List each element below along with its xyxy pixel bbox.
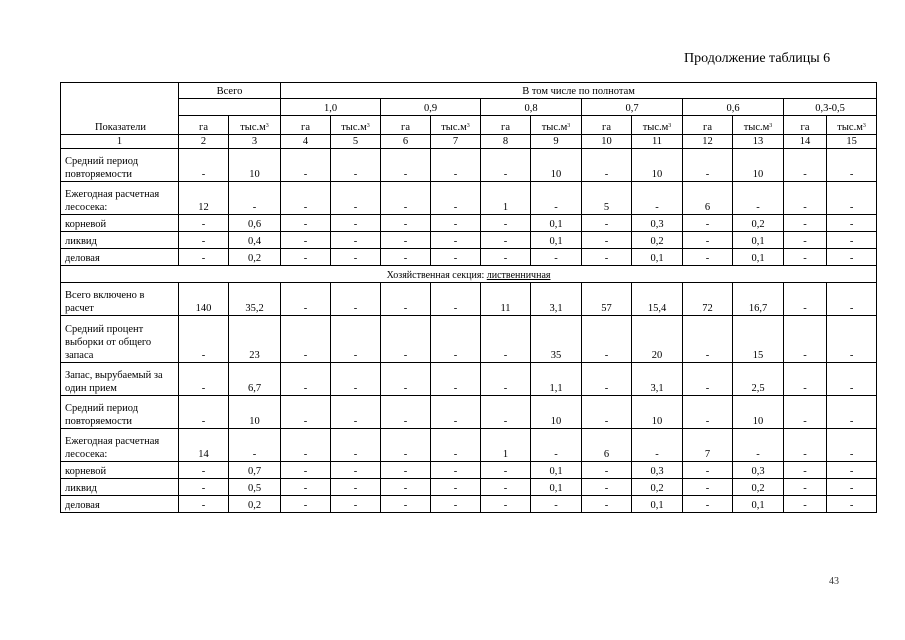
table-cell: - — [331, 363, 381, 396]
table-cell: - — [582, 232, 632, 249]
density-header: 1,0 — [281, 99, 381, 116]
table-cell: 0,2 — [632, 232, 683, 249]
table-cell: 10 — [229, 149, 281, 182]
row-label: ликвид — [61, 232, 179, 249]
table-cell: - — [683, 363, 733, 396]
table-cell: - — [331, 182, 381, 215]
table-cell: - — [331, 462, 381, 479]
table-cell: - — [582, 149, 632, 182]
table-cell: - — [431, 182, 481, 215]
table-cell: - — [827, 249, 877, 266]
table-cell: - — [784, 429, 827, 462]
table-row — [61, 232, 877, 249]
table-cell: - — [431, 496, 481, 513]
table-cell: 0,5 — [229, 479, 281, 496]
table-cell: - — [683, 232, 733, 249]
unit-ha-header: га — [582, 116, 632, 135]
table-cell: - — [431, 363, 481, 396]
total-header: Всего — [179, 83, 281, 99]
table-cell: - — [481, 232, 531, 249]
table-cell: 1 — [481, 182, 531, 215]
column-number: 15 — [827, 135, 877, 149]
table-cell: 0,7 — [229, 462, 281, 479]
table-cell: - — [582, 479, 632, 496]
unit-volume-header: $тыс.м^3$ — [632, 116, 683, 135]
table-cell: - — [331, 496, 381, 513]
table-cell: - — [381, 429, 431, 462]
table-cell: - — [531, 182, 582, 215]
density-header: 0,8 — [481, 99, 582, 116]
unit-volume-header: $тыс.м^3$ — [431, 116, 481, 135]
table-cell: 0,1 — [733, 496, 784, 513]
table-cell: - — [582, 396, 632, 429]
table-cell: 16,7 — [733, 283, 784, 316]
column-number: 2 — [179, 135, 229, 149]
table-cell: - — [381, 215, 431, 232]
table-cell: - — [582, 363, 632, 396]
table-cell: - — [431, 283, 481, 316]
unit-ha-header: га — [179, 116, 229, 135]
row-label: ликвид — [61, 479, 179, 496]
column-number: 4 — [281, 135, 331, 149]
table-cell: - — [381, 283, 431, 316]
column-number: 14 — [784, 135, 827, 149]
table-cell: - — [827, 462, 877, 479]
table-cell: - — [179, 149, 229, 182]
table-cell: - — [331, 429, 381, 462]
table-cell: - — [683, 215, 733, 232]
table-cell: 0,1 — [531, 462, 582, 479]
table-cell: - — [531, 429, 582, 462]
column-number: 1 — [61, 135, 179, 149]
table-row — [61, 149, 877, 182]
table-cell: - — [582, 462, 632, 479]
unit-ha-header: га — [281, 116, 331, 135]
table-row — [61, 462, 877, 479]
table-cell: - — [381, 496, 431, 513]
table-cell: - — [481, 496, 531, 513]
table-cell: - — [827, 283, 877, 316]
table-cell: - — [481, 462, 531, 479]
table-cell: - — [381, 249, 431, 266]
table-row — [61, 363, 877, 396]
table-cell: 15 — [733, 316, 784, 363]
row-label: Ежегодная расчетная лесосека: — [61, 182, 179, 215]
table-cell: - — [179, 462, 229, 479]
table-cell: - — [331, 396, 381, 429]
table-cell: 6,7 — [229, 363, 281, 396]
table-cell: 5 — [582, 182, 632, 215]
table-cell: 0,6 — [229, 215, 281, 232]
density-header: 0,7 — [582, 99, 683, 116]
including-header: В том числе по полнотам — [281, 83, 877, 99]
table-cell: 3,1 — [531, 283, 582, 316]
table-cell: - — [431, 249, 481, 266]
row-label: корневой — [61, 215, 179, 232]
table-cell: - — [683, 479, 733, 496]
table-cell: - — [381, 363, 431, 396]
table-cell: 6 — [582, 429, 632, 462]
table-cell: - — [431, 479, 481, 496]
table-cell: 10 — [632, 149, 683, 182]
table-cell: - — [683, 249, 733, 266]
table-cell: 57 — [582, 283, 632, 316]
table-cell: - — [281, 429, 331, 462]
table-cell: - — [281, 363, 331, 396]
section-name: лиственничная — [486, 270, 551, 281]
table-cell: - — [281, 249, 331, 266]
table-cell: - — [331, 249, 381, 266]
table-cell: - — [733, 429, 784, 462]
table-cell: - — [827, 479, 877, 496]
table-cell: 72 — [683, 283, 733, 316]
table-cell: 140 — [179, 283, 229, 316]
table-cell: 0,1 — [733, 232, 784, 249]
table-cell: 1,1 — [531, 363, 582, 396]
column-number: 10 — [582, 135, 632, 149]
table-cell: - — [381, 479, 431, 496]
table-cell: - — [229, 429, 281, 462]
table-cell: - — [431, 232, 481, 249]
table-row — [61, 429, 877, 462]
table-row — [61, 479, 877, 496]
column-number: 6 — [381, 135, 431, 149]
table-cell: - — [683, 396, 733, 429]
table-cell: - — [827, 396, 877, 429]
table-cell: - — [481, 249, 531, 266]
density-header: 0,9 — [381, 99, 481, 116]
table-cell: 1 — [481, 429, 531, 462]
table-cell: 10 — [733, 396, 784, 429]
table-cell: - — [331, 283, 381, 316]
table-cell: - — [281, 215, 331, 232]
table-cell: 3,1 — [632, 363, 683, 396]
table-cell: 0,1 — [632, 496, 683, 513]
table-row — [61, 316, 877, 363]
table-cell: 0,3 — [733, 462, 784, 479]
table-cell: - — [784, 496, 827, 513]
table-cell: - — [481, 149, 531, 182]
table-cell: - — [481, 316, 531, 363]
table-cell: - — [784, 249, 827, 266]
row-label: деловая — [61, 496, 179, 513]
column-number: 5 — [331, 135, 381, 149]
table-cell: - — [683, 316, 733, 363]
table-cell: - — [582, 496, 632, 513]
table-cell: - — [431, 462, 481, 479]
table-cell: - — [827, 215, 877, 232]
table-cell: - — [784, 479, 827, 496]
table-cell: 0,1 — [531, 479, 582, 496]
table-cell: - — [381, 232, 431, 249]
table-cell: - — [827, 232, 877, 249]
table-cell: - — [179, 249, 229, 266]
table-cell: - — [683, 462, 733, 479]
table-cell: - — [431, 149, 481, 182]
table-cell: 10 — [733, 149, 784, 182]
table-cell: - — [582, 215, 632, 232]
table-cell: 0,3 — [632, 215, 683, 232]
table-cell: - — [331, 479, 381, 496]
table-cell: - — [381, 149, 431, 182]
table-cell: - — [281, 479, 331, 496]
section-row — [61, 266, 877, 283]
table-cell: - — [481, 479, 531, 496]
unit-ha-header: га — [784, 116, 827, 135]
table-cell: - — [481, 396, 531, 429]
table-cell: - — [179, 232, 229, 249]
table-cell: 0,1 — [733, 249, 784, 266]
total-header-spacer — [179, 99, 281, 116]
table-cell: - — [331, 316, 381, 363]
forest-data-table — [60, 82, 877, 513]
row-label: Всего включено в расчет — [61, 283, 179, 316]
table-row — [61, 182, 877, 215]
table-cell: - — [784, 462, 827, 479]
row-label: Средний процент выборки от общего запаса — [61, 316, 179, 363]
density-header: 0,6 — [683, 99, 784, 116]
table-cell: - — [784, 149, 827, 182]
page-number: 43 — [829, 576, 839, 587]
table-cell: 35 — [531, 316, 582, 363]
table-cell: 11 — [481, 283, 531, 316]
table-cell: - — [281, 496, 331, 513]
table-cell: - — [179, 479, 229, 496]
table-cell: - — [281, 149, 331, 182]
table-cell: - — [331, 232, 381, 249]
table-cell: 14 — [179, 429, 229, 462]
table-cell: - — [179, 215, 229, 232]
table-row — [61, 396, 877, 429]
table-row — [61, 249, 877, 266]
table-cell: 10 — [229, 396, 281, 429]
table-cell: 23 — [229, 316, 281, 363]
table-cell: 0,2 — [229, 496, 281, 513]
unit-ha-header: га — [683, 116, 733, 135]
table-cell: - — [281, 232, 331, 249]
unit-ha-header: га — [481, 116, 531, 135]
table-cell: - — [381, 182, 431, 215]
table-cell: - — [431, 215, 481, 232]
table-cell: - — [683, 149, 733, 182]
table-cell: - — [531, 496, 582, 513]
column-number: 11 — [632, 135, 683, 149]
table-cell: - — [281, 283, 331, 316]
table-cell: - — [827, 316, 877, 363]
table-cell: - — [331, 149, 381, 182]
table-cell: - — [281, 462, 331, 479]
unit-ha-header: га — [381, 116, 431, 135]
table-row — [61, 283, 877, 316]
table-cell: - — [431, 316, 481, 363]
table-cell: - — [281, 396, 331, 429]
table-cell: 0,3 — [632, 462, 683, 479]
table-cell: - — [784, 232, 827, 249]
table-caption: Продолжение таблицы 6 — [684, 51, 831, 66]
column-number: 12 — [683, 135, 733, 149]
table-cell: 7 — [683, 429, 733, 462]
table-cell: - — [784, 396, 827, 429]
table-cell: 10 — [531, 396, 582, 429]
row-label: Средний период повторяемости — [61, 396, 179, 429]
table-cell: - — [582, 316, 632, 363]
table-cell: - — [381, 396, 431, 429]
table-cell: - — [381, 316, 431, 363]
table-cell: 0,1 — [632, 249, 683, 266]
density-header: 0,3-0,5 — [784, 99, 877, 116]
table-cell: 0,2 — [229, 249, 281, 266]
table-cell: - — [481, 363, 531, 396]
table-cell: - — [827, 363, 877, 396]
table-cell: 0,4 — [229, 232, 281, 249]
table-cell: - — [632, 182, 683, 215]
unit-volume-header: $тыс.м^3$ — [531, 116, 582, 135]
table-cell: - — [381, 462, 431, 479]
column-number: 7 — [431, 135, 481, 149]
table-cell: - — [531, 249, 582, 266]
table-cell: - — [683, 496, 733, 513]
table-cell: - — [281, 316, 331, 363]
table-cell: - — [733, 182, 784, 215]
section-title: Хозяйственная секция: лиственничная — [61, 266, 877, 283]
table-cell: 6 — [683, 182, 733, 215]
table-cell: - — [179, 316, 229, 363]
table-cell: - — [784, 363, 827, 396]
row-label: Запас, вырубаемый за один прием — [61, 363, 179, 396]
table-cell: 0,2 — [733, 479, 784, 496]
table-cell: - — [827, 149, 877, 182]
table-cell: 0,1 — [531, 215, 582, 232]
column-number: 13 — [733, 135, 784, 149]
table-cell: 0,1 — [531, 232, 582, 249]
table-cell: 15,4 — [632, 283, 683, 316]
table-cell: - — [827, 429, 877, 462]
table-cell: 10 — [531, 149, 582, 182]
table-row — [61, 496, 877, 513]
table-cell: - — [827, 496, 877, 513]
table-cell: 0,2 — [632, 479, 683, 496]
unit-volume-header: $тыс.м^3$ — [229, 116, 281, 135]
table-cell: - — [827, 182, 877, 215]
table-cell: - — [632, 429, 683, 462]
table-cell: - — [784, 215, 827, 232]
table-cell: 0,2 — [733, 215, 784, 232]
table-cell: - — [784, 182, 827, 215]
row-label: корневой — [61, 462, 179, 479]
unit-volume-header: $тыс.м^3$ — [827, 116, 877, 135]
table-cell: - — [481, 215, 531, 232]
table-cell: 20 — [632, 316, 683, 363]
table-cell: 2,5 — [733, 363, 784, 396]
table-cell: - — [281, 182, 331, 215]
column-number: 8 — [481, 135, 531, 149]
column-number: 3 — [229, 135, 281, 149]
table-cell: - — [331, 215, 381, 232]
table-row — [61, 215, 877, 232]
table-cell: - — [229, 182, 281, 215]
column-number: 9 — [531, 135, 582, 149]
table-cell: - — [179, 363, 229, 396]
table-cell: - — [784, 283, 827, 316]
unit-volume-header: $тыс.м^3$ — [331, 116, 381, 135]
table-cell: 35,2 — [229, 283, 281, 316]
table-cell: - — [431, 429, 481, 462]
table-cell: - — [431, 396, 481, 429]
row-label: деловая — [61, 249, 179, 266]
table-cell: - — [582, 249, 632, 266]
row-label: Средний период повторяемости — [61, 149, 179, 182]
table-cell: - — [179, 396, 229, 429]
indicators-header: Показатели — [61, 83, 179, 135]
table-cell: 10 — [632, 396, 683, 429]
unit-volume-header: $тыс.м^3$ — [733, 116, 784, 135]
table-cell: 12 — [179, 182, 229, 215]
row-label: Ежегодная расчетная лесосека: — [61, 429, 179, 462]
table-cell: - — [784, 316, 827, 363]
table-cell: - — [179, 496, 229, 513]
